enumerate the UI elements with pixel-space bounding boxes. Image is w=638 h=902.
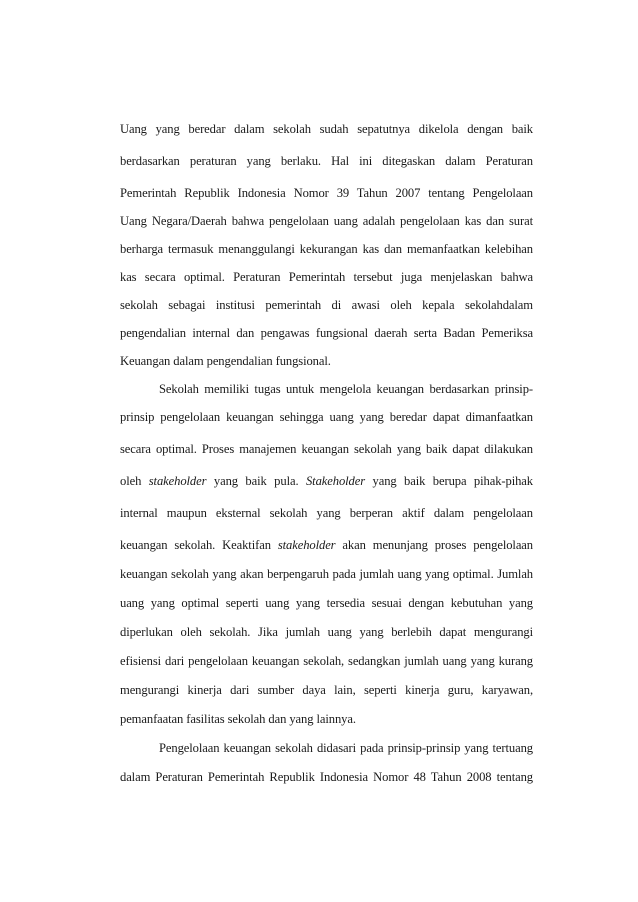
paragraph-2-line-10: efisiensi dari pengelolaan keuangan sekolah, sedangkan jumlah uang yang kurang bbox=[120, 654, 533, 668]
paragraph-2-line-7: keuangan sekolah yang akan berpengaruh pada jumlah uang yang optimal. Jumlah bbox=[120, 567, 533, 581]
paragraph-2-line-5: internal maupun eksternal sekolah yang berperan aktif dalam pengelolaan bbox=[120, 506, 533, 520]
paragraph-1-line-5: berharga termasuk menanggulangi kekurangan kas dan memanfaatkan kelebihan bbox=[120, 242, 533, 256]
paragraph-2-line-12: pemanfaatan fasilitas sekolah dan yang lainnya. bbox=[120, 712, 356, 726]
italic-term: Stakeholder bbox=[305, 474, 366, 488]
paragraph-2-line-6: keuangan sekolah. Keaktifan stakeholder akan menunjang proses pengelolaan bbox=[120, 538, 533, 552]
paragraph-1-line-4: Uang Negara/Daerah bahwa pengelolaan uang adalah pengelolaan kas dan surat bbox=[120, 214, 533, 228]
italic-term: stakeholder bbox=[277, 538, 336, 552]
paragraph-3-line-2: dalam Peraturan Pemerintah Republik Indonesia Nomor 48 Tahun 2008 tentang bbox=[120, 770, 533, 784]
paragraph-1-line-7: sekolah sebagai institusi pemerintah di awasi oleh kepala sekolahdalam bbox=[120, 298, 533, 312]
paragraph-1-line-8: pengendalian internal dan pengawas fungsional daerah serta Badan Pemeriksa bbox=[120, 326, 533, 340]
paragraph-2-line-1: Sekolah memiliki tugas untuk mengelola keuangan berdasarkan prinsip- bbox=[159, 382, 533, 396]
paragraph-1-line-6: kas secara optimal. Peraturan Pemerintah tersebut juga menjelaskan bahwa bbox=[120, 270, 533, 284]
italic-term: stakeholder bbox=[148, 474, 207, 488]
paragraph-3-line-1: Pengelolaan keuangan sekolah didasari pada prinsip-prinsip yang tertuang bbox=[159, 741, 533, 755]
paragraph-1-line-2: berdasarkan peraturan yang berlaku. Hal ini ditegaskan dalam Peraturan bbox=[120, 154, 533, 168]
paragraph-2-line-8: uang yang optimal seperti uang yang tersedia sesuai dengan kebutuhan yang bbox=[120, 596, 533, 610]
paragraph-1-line-1: Uang yang beredar dalam sekolah sudah sepatutnya dikelola dengan baik bbox=[120, 122, 533, 136]
paragraph-2-line-9: diperlukan oleh sekolah. Jika jumlah uang yang berlebih dapat mengurangi bbox=[120, 625, 533, 639]
paragraph-1-line-9: Keuangan dalam pengendalian fungsional. bbox=[120, 354, 331, 368]
paragraph-2-line-2: prinsip pengelolaan keuangan sehingga uang yang beredar dapat dimanfaatkan bbox=[120, 410, 533, 424]
paragraph-2-line-3: secara optimal. Proses manajemen keuangan sekolah yang baik dapat dilakukan bbox=[120, 442, 533, 456]
paragraph-1-line-3: Pemerintah Republik Indonesia Nomor 39 Tahun 2007 tentang Pengelolaan bbox=[120, 186, 533, 200]
paragraph-2-line-4: oleh stakeholder yang baik pula. Stakeholder yang baik berupa pihak-pihak bbox=[120, 474, 533, 488]
paragraph-2-line-11: mengurangi kinerja dari sumber daya lain, seperti kinerja guru, karyawan, bbox=[120, 683, 533, 697]
